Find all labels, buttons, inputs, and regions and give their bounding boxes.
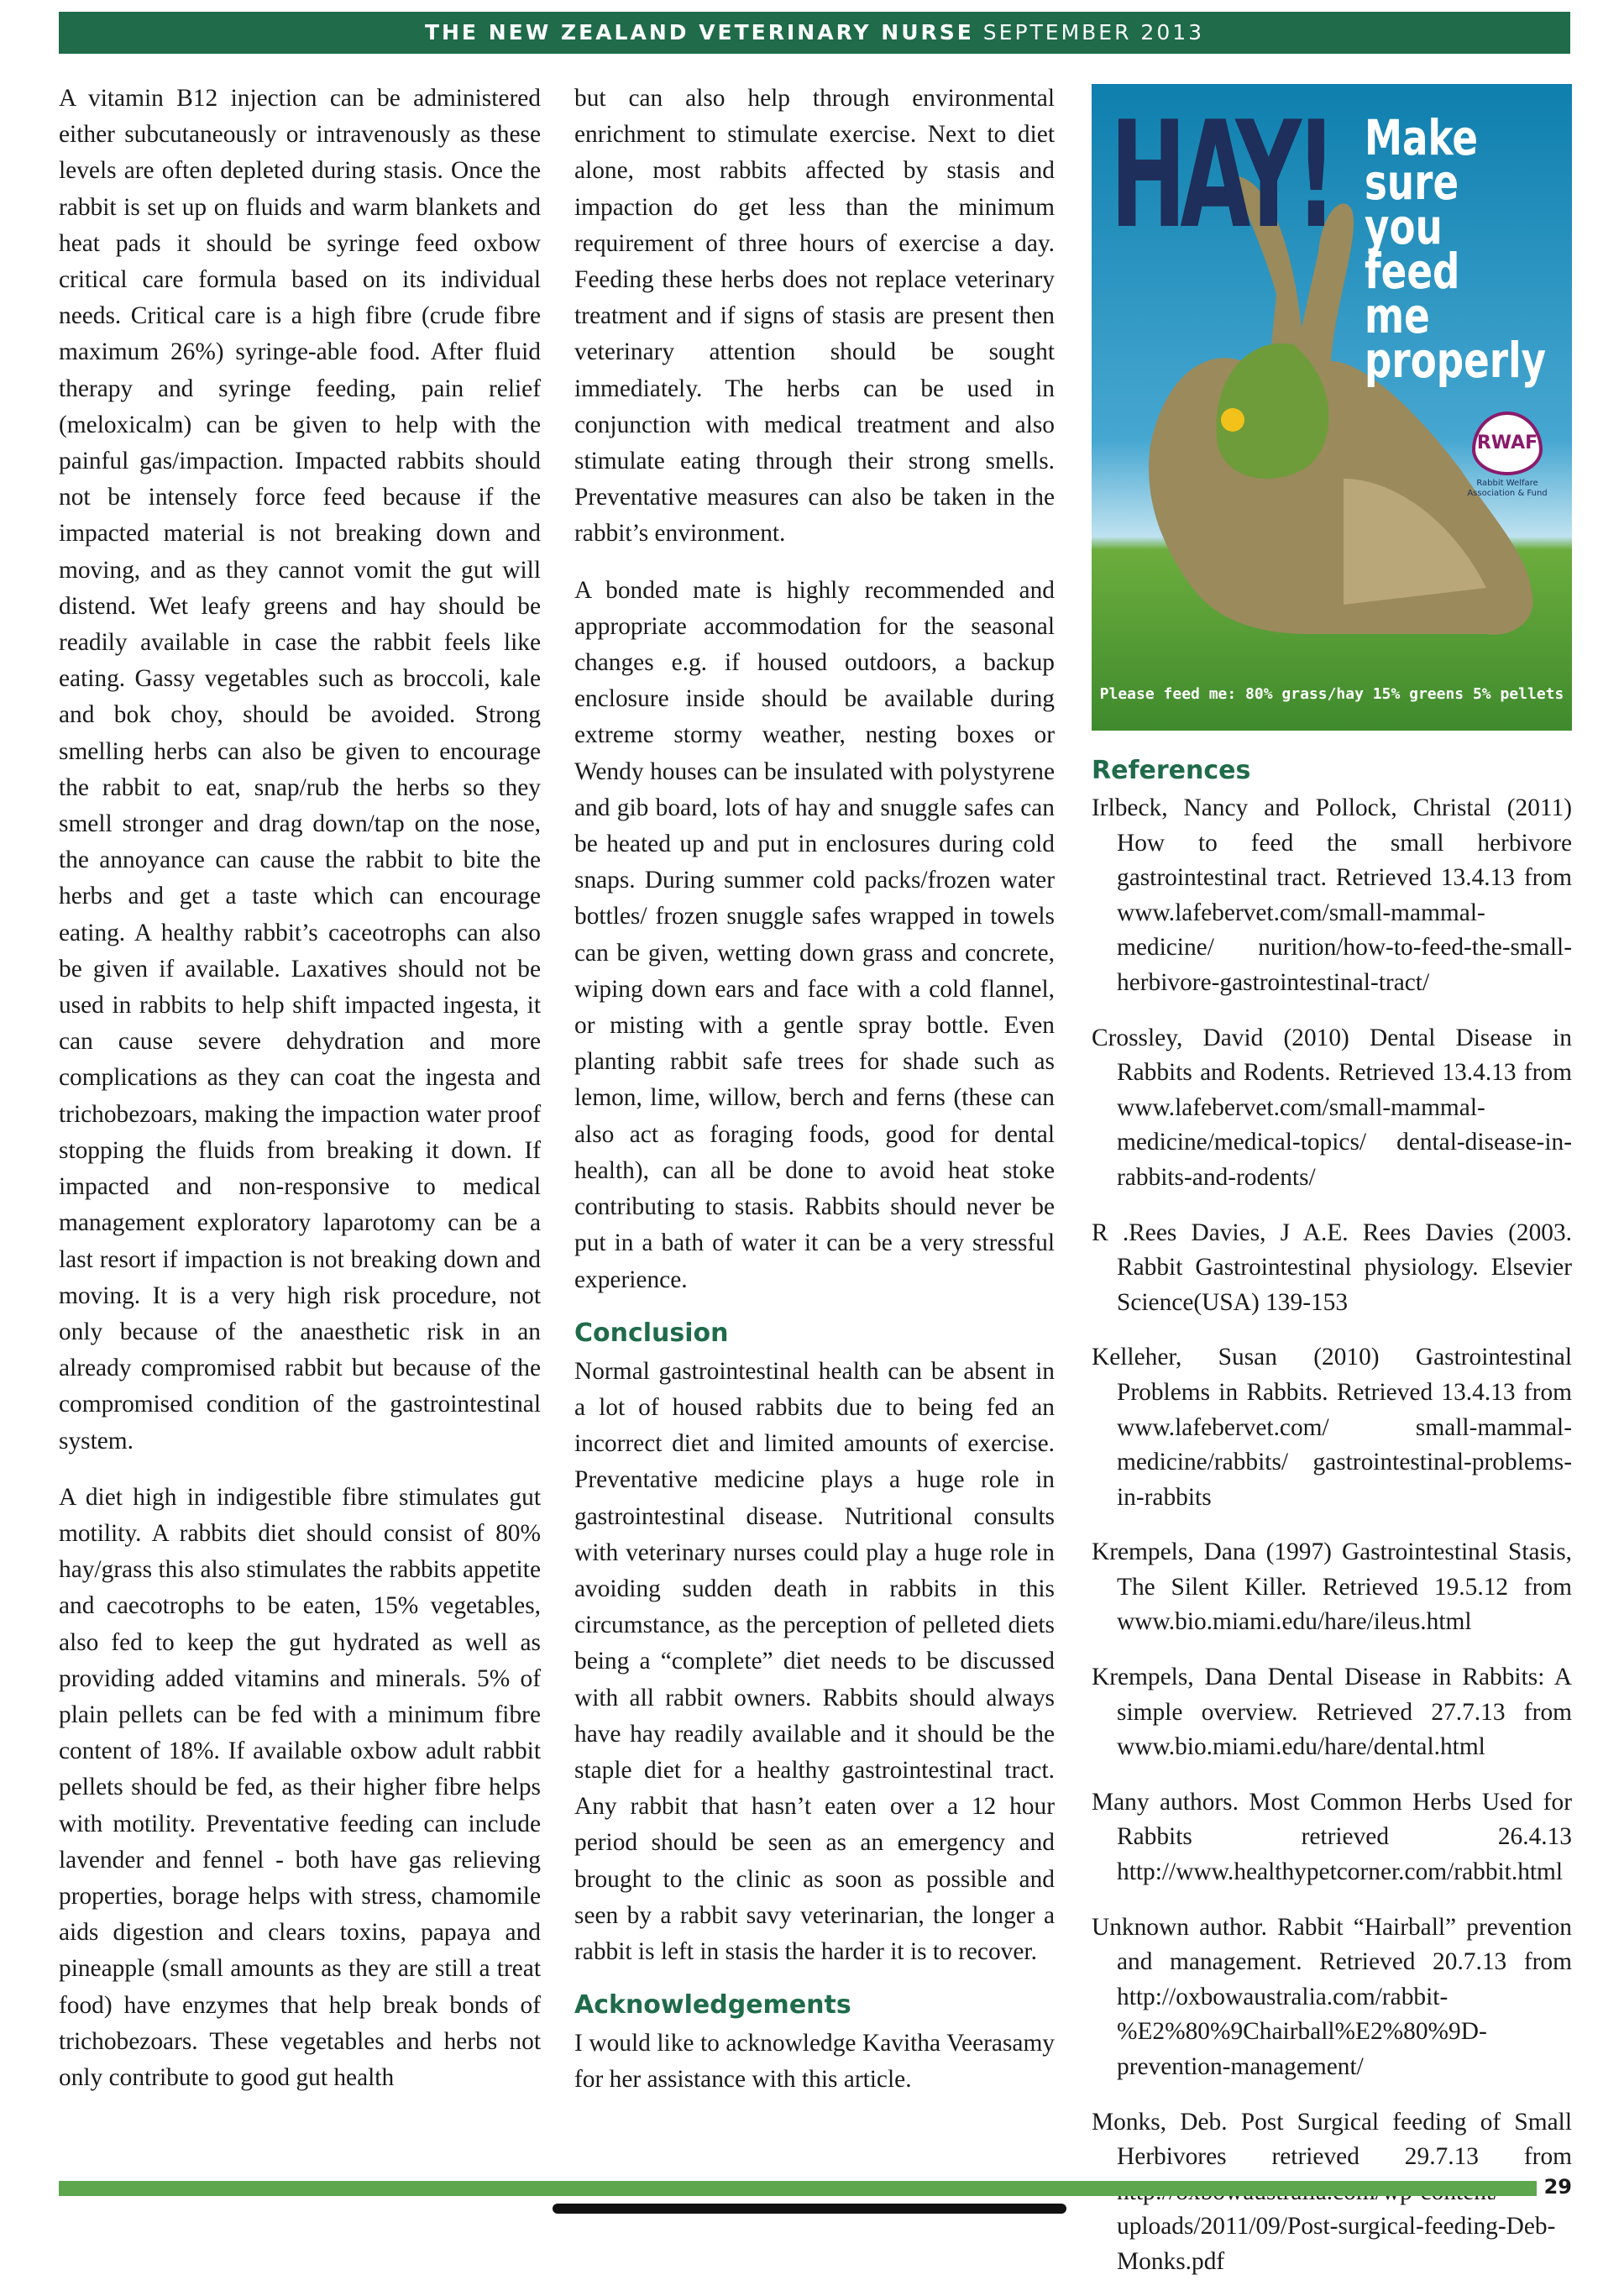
conclusion-heading: Conclusion (574, 1318, 729, 1348)
reference-item: Many authors. Most Common Herbs Used for Rabbits retrieved 26.4.13 http://www.healthypetcorner.com/rabbit.html (1092, 1788, 1572, 1886)
acknowledgements-text: I would like to acknowledge Kavitha Veerasamy for her assistance with this article. (574, 2030, 1055, 2094)
reference-item: Crossley, David (2010) Dental Disease in Rabbits and Rodents. Retrieved 13.4.13 from www.lafebervet.com/small-mammal-medicine/medical-topics/ dental-disease-in-rabbits-and-rodents/ (1092, 1024, 1572, 1191)
reference-item: Irlbeck, Nancy and Pollock, Christal (2011) How to feed the small herbivore gastrointestinal tract. Retrieved 13.4.13 from www.lafebervet.com/small-mammal-medicine/ nurition/how-to-feed-the-small-herbivore-gastrointestinal-tract/ (1092, 794, 1572, 996)
page-number: 29 (1543, 2175, 1572, 2199)
column-2 (574, 81, 1055, 2099)
reference-item: Krempels, Dana (1997) Gastrointestinal Stasis, The Silent Killer. Retrieved 19.5.12 from www.bio.miami.edu/hare/ileus.html (1092, 1538, 1572, 1636)
paragraph: A vitamin B12 injection can be administered either subcutaneously or intravenously as these levels are often depleted during stasis. Once the rabbit is set up on fluids and warm blankets and heat pads it should be syringe feed oxbow critical care formula based on its individual needs. Critical care is a high fibre (crude fibre maximum 26%) syringe-able food. After fluid therapy and syringe feeding, pain relief (meloxicalm) can be given to help with the painful gas/impaction. Impacted rabbits should not be intensely force feed because if the impacted material is not breaking down and moving, and as they cannot vomit the gut will distend. Wet leafy greens and hay should be readily available in case the rabbit feels like eating. Gassy vegetables such as broccoli, kale and bok choy, should be avoided. Strong smelling herbs can also be given to encourage the rabbit to eat, snap/rub the herbs so they smell stronger and drag down/tap on the nose, the annoyance can cause the rabbit to bite the herbs and get a taste which can encourage eating. A healthy rabbit’s caceotrophs can also be given if available. Laxatives should not be used in rabbits to help shift impacted ingesta, it can cause severe dehydration and more complications as they can coat the ingesta and trichobezoars, making the impaction water proof stopping the fluids from breaking it down. If impacted and non-responsive to medical management exploratory laparotomy can be a last resort if impaction is not breaking down and moving. It is a very high risk procedure, not only because of the anaesthetic risk in an already compromised rabbit but because of the compromised condition of the gastrointestinal system. (59, 85, 541, 1454)
column-3 (1092, 84, 1572, 2280)
reference-item: Kelleher, Susan (2010) Gastrointestinal Problems in Rabbits. Retrieved 13.4.13 from www.lafebervet.com/ small-mammal-medicine/rabbits/ gastrointestinal-problems-in-rabbits (1092, 1344, 1572, 1511)
journal-title: THE NEW ZEALAND VETERINARY NURSE (424, 20, 974, 45)
paragraph: A bonded mate is highly recommended and appropriate accommodation for the seasonal changes e.g. if housed outdoors, a backup enclosure inside should be available during extreme stormy weather, nesting boxes or Wendy houses can be insulated with polystyrene and gib board, lots of hay and snuggle safes can be heated up and put in enclosures during cold snaps. During summer cold packs/frozen water bottles/ frozen snuggle safes wrapped in towels can be given, wetting down grass and concrete, wiping down ears and face with a cold flannel, or misting with a gentle spray bottle. Even planting rabbit safe trees for shade such as lemon, lime, willow, berch and ferns (these can also act as foraging foods, good for dental health), can all be done to avoid heat stoke contributing to stasis. Rabbits should never be put in a bath of water it can be a very stressful experience. (574, 576, 1055, 1293)
acknowledgements-heading: Acknowledgements (574, 1990, 851, 2021)
column-1 (59, 81, 541, 2096)
issue-date: SEPTEMBER 2013 (982, 20, 1205, 45)
poster-slogan: Make sure you feed me properly (1365, 109, 1547, 389)
references-heading: References (1092, 756, 1251, 785)
reference-item: Monks, Deb. Post Surgical feeding of Small Herbivores retrieved 29.7.13 from uploads/2011/09/Post-surgical-feeding-Deb-Monks.pdf (1092, 2108, 1572, 2275)
reference-item: R .Rees Davies, J A.E. Rees Davies (2003. Rabbit Gastrointestinal physiology. Elsevier Science(USA) 139-153 (1092, 1219, 1572, 1316)
poster-tagline: Please feed me: 80% grass/hay 15% greens 5% pellets (1099, 684, 1564, 703)
paragraph: A diet high in indigestible fibre stimulates gut motility. A rabbits diet should consist of 80% hay/grass this also stimulates the rabbits appetite and caecotrophs to be eaten, 15% vegetables, also fed to keep the gut hydrated as well as providing added vitamins and minerals. 5% of plain pellets can be fed with a minimum fibre content of 18%. If available oxbow adult rabbit pellets should be fed, as their higher fibre helps with motility. Preventative feeding can include lavender and fennel - both have gas relieving properties, borage helps with stress, chamomile aids digestion and clears toxins, papaya and pineapple (small amounts as they are still a treat food) have enzymes that help break bonds of trichobezoars. These vegetables and herbs not only contribute to good gut health (59, 1483, 541, 2091)
footer-bar (59, 2181, 1537, 2196)
reference-item: Unknown author. Rabbit “Hairball” prevention and management. Retrieved 20.7.13 from http://oxbowaustralia.com/rabbit-%E2%80%9Chairball%E2%80%9D-prevention-management/ (1092, 1913, 1572, 2080)
logo-org: Rabbit Welfare Association & Fund (1467, 479, 1548, 498)
logo-mark: RWAF (1472, 411, 1543, 475)
conclusion-text: Normal gastrointestinal health can be absent in a lot of housed rabbits due to being fed an incorrect diet and limited amounts of exercise. Preventative medicine plays a huge role in gastrointestinal disease. Nutritional consults with veterinary nurses could play a huge role in avoiding sudden death in rabbits in this circumstance, as the perception of pelleted diets being a “complete” diet needs to be discussed with all rabbit owners. Rabbits should always have hay readily available and it should be the staple diet for a healthy gastrointestinal tract. Any rabbit that hasn’t eaten over a 12 hour period should be seen as an emergency and brought to the clinic as soon as possible and seen by a rabbit savy veterinarian, the longer a rabbit is left in stasis the harder it is to recover. (574, 1357, 1055, 1965)
references-section (1092, 754, 1572, 2280)
rwaf-logo (1461, 411, 1553, 499)
paragraph: but can also help through environmental enrichment to stimulate exercise. Next to diet alone, most rabbits affected by stasis and impaction do get less than the minimum requirement of three hours of exercise a day. Feeding these herbs does not replace veterinary treatment and if signs of stasis are present then veterinary attention should be sought immediately. The herbs can be used in conjunction with medical treatment and also stimulate eating through their strong smells. Preventative measures can also be taken in the rabbit’s environment. (574, 85, 1055, 548)
poster-title: HAY! (1110, 91, 1331, 261)
home-indicator[interactable] (553, 2204, 1066, 2214)
reference-item: Krempels, Dana Dental Disease in Rabbits: A simple overview. Retrieved 27.7.13 from www.bio.miami.edu/hare/dental.html (1092, 1664, 1572, 1761)
journal-header (59, 12, 1570, 54)
rabbit-welfare-poster (1092, 84, 1572, 731)
